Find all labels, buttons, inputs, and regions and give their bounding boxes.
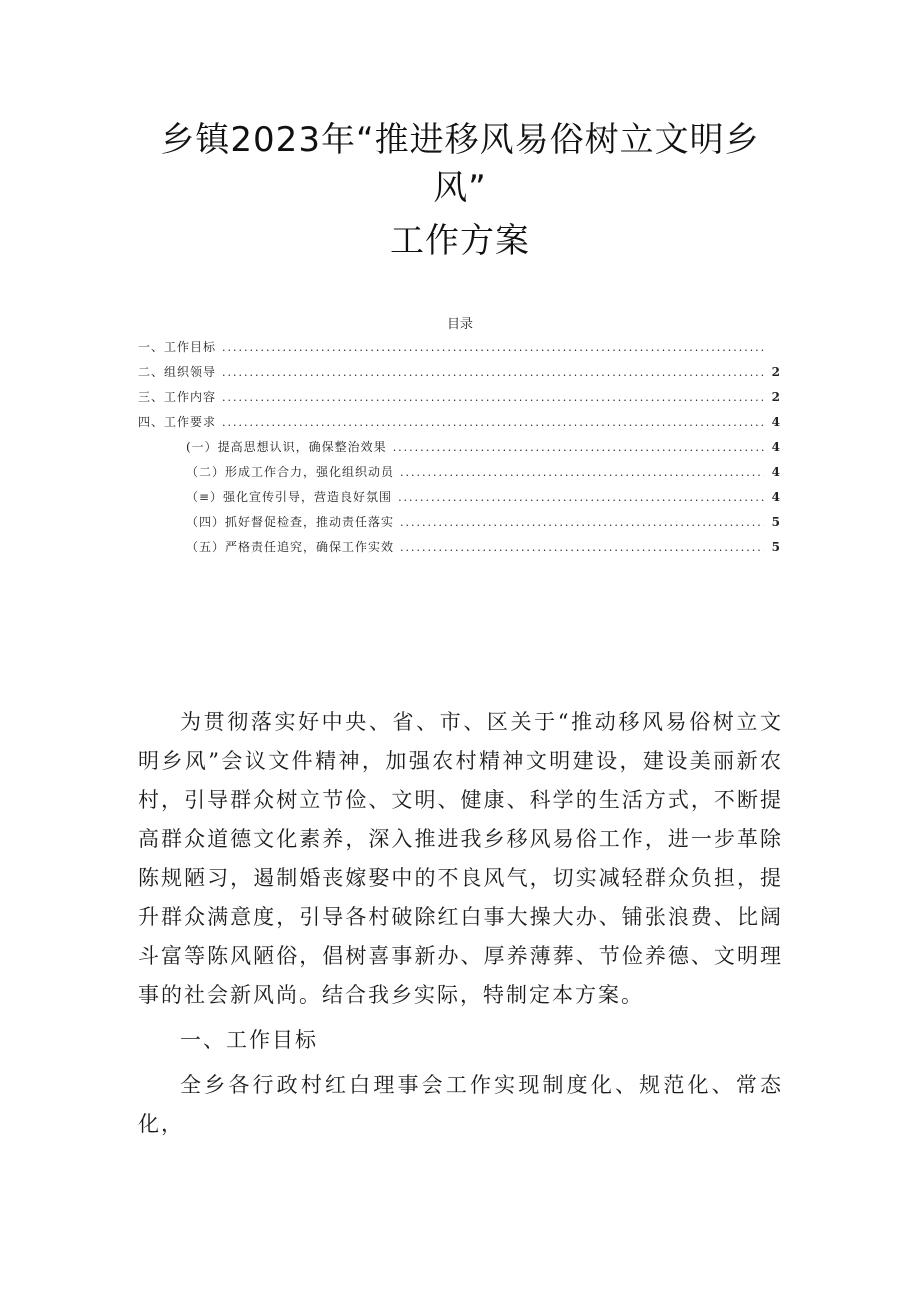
- toc-item-label: (一）提高思想认识，确保整治效果: [186, 440, 387, 454]
- toc-leader-dots: [222, 338, 764, 358]
- toc-subitem[interactable]: [138, 462, 780, 487]
- toc-item-page: 4: [771, 465, 780, 479]
- toc-item[interactable]: [138, 412, 780, 437]
- section-paragraph: 全乡各行政村红白理事会工作实现制度化、规范化、常态化，: [138, 1073, 783, 1136]
- intro-paragraph: 为贯彻落实好中央、省、市、区关于“推动移风易俗树立文明乡风”会议文件精神，加强农村精神文明建设，建设美丽新农村，引导群众树立节俭、文明、健康、科学的生活方式，不断提高群众道德文化素养，深入推进我乡移风易俗工作，进一步革除陈规陋习，遏制婚丧嫁娶中的不良风气，切实减轻群众负担，提升群众满意度，引导各村破除红白事大操大办、铺张浪费、比阔斗富等陈风陋俗，倡树喜事新办、厚养薄葬、节俭养德、文明理事的社会新风尚。结合我乡实际，特制定本方案。: [138, 710, 783, 1007]
- toc-subitem[interactable]: [138, 512, 780, 537]
- document-title-line-2: 风”: [433, 168, 487, 208]
- toc-item-page: 2: [771, 390, 780, 404]
- toc-leader-dots: [222, 413, 764, 433]
- toc-leader-dots: [398, 488, 764, 508]
- toc-item-page: 4: [771, 415, 780, 429]
- toc-subitem[interactable]: [138, 537, 780, 562]
- toc-heading: 目录: [446, 317, 473, 332]
- toc-item-label: 三、工作内容: [138, 390, 217, 404]
- toc-item-page: 4: [771, 440, 780, 454]
- toc-leader-dots: [222, 363, 764, 383]
- toc-subitem[interactable]: [138, 437, 780, 462]
- toc-item[interactable]: [138, 362, 780, 387]
- toc-item-label: （五）严格责任追究，确保工作实效: [186, 540, 395, 554]
- section-heading: 一、工作目标: [180, 1028, 318, 1052]
- toc-item-page: 5: [771, 540, 780, 554]
- toc-leader-dots: [222, 388, 764, 408]
- toc-item[interactable]: [138, 387, 780, 412]
- toc-item-label: 一、工作目标: [138, 340, 217, 354]
- toc-item-label: （≡）强化宣传引导，营造良好氛围: [186, 490, 393, 504]
- toc-item-label: （二）形成工作合力，强化组织动员: [186, 465, 395, 479]
- document-title-line-3: 工作方案: [390, 221, 530, 261]
- toc-item-label: （四）抓好督促检查，推动责任落实: [186, 515, 395, 529]
- toc-leader-dots: [400, 513, 764, 533]
- toc-leader-dots: [400, 463, 764, 483]
- toc-item-label: 二、组织领导: [138, 365, 217, 379]
- table-of-contents: [138, 337, 780, 562]
- document-title-line-1: 乡镇2023年“推进移风易俗树立文明乡: [160, 120, 760, 160]
- toc-item-label: 四、工作要求: [138, 415, 217, 429]
- toc-subitem[interactable]: [138, 487, 780, 512]
- toc-item-page: 5: [771, 515, 780, 529]
- toc-leader-dots: [400, 538, 764, 558]
- toc-item[interactable]: [138, 337, 780, 362]
- toc-item-page: 4: [771, 490, 780, 504]
- toc-leader-dots: [393, 438, 764, 458]
- document-body: [138, 703, 783, 1150]
- toc-item-page: 2: [771, 365, 780, 379]
